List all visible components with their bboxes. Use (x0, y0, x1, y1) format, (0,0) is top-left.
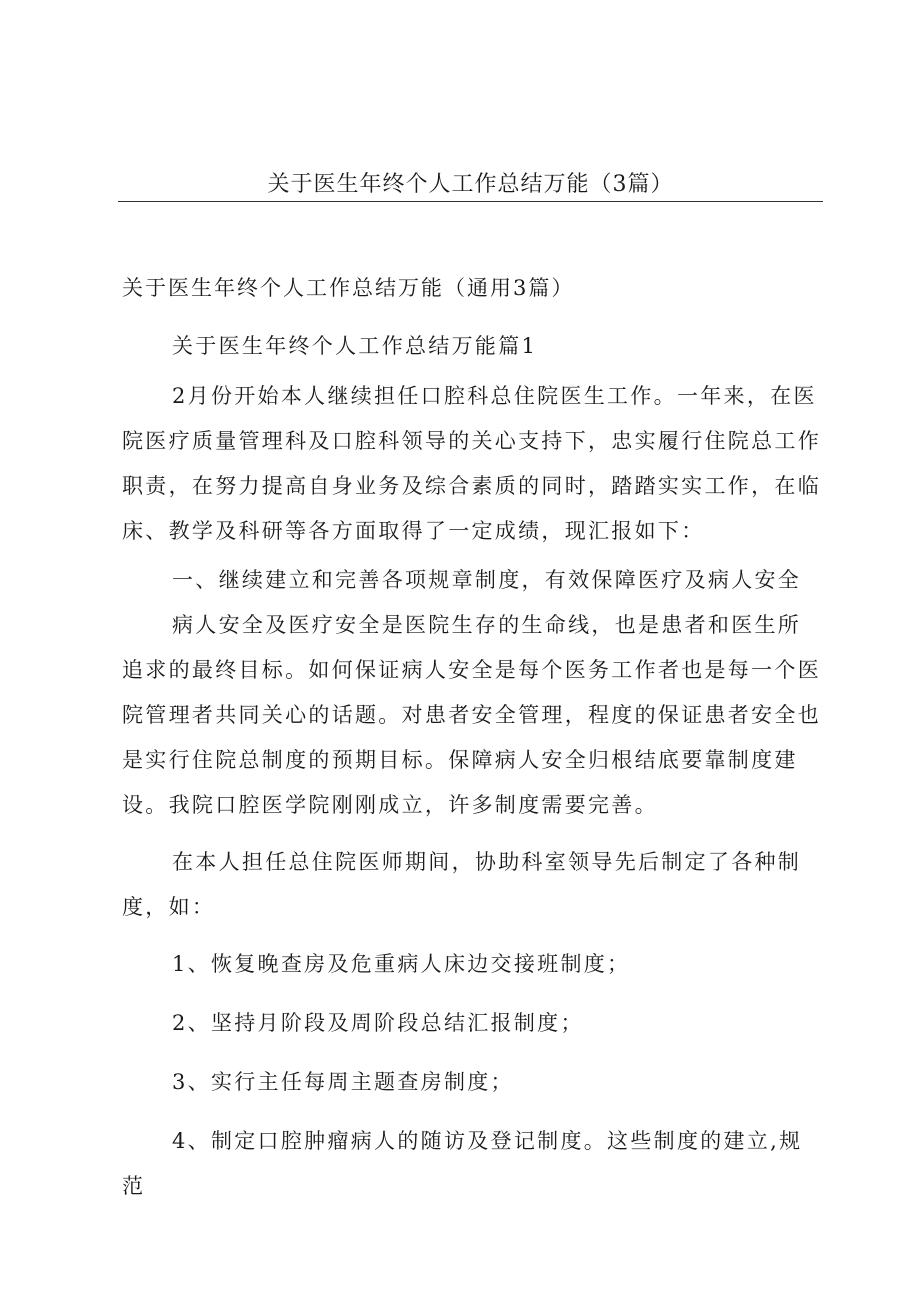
document-title: 关于医生年终个人工作总结万能（3篇） (267, 172, 674, 197)
list-item: 4、制定口腔肿瘤病人的随访及登记制度。这些制度的建立,规范 (122, 1129, 803, 1198)
document-body (122, 268, 822, 1223)
title-underline (118, 201, 823, 202)
paragraph-rules-intro: 在本人担任总住院医师期间，协助科室领导先后制定了各种制度，如： (122, 850, 802, 919)
section-heading: 关于医生年终个人工作总结万能篇1 (172, 334, 538, 358)
paragraph-point-one: 一、继续建立和完善各项规章制度，有效保障医疗及病人安全 (172, 568, 802, 592)
list-item: 3、实行主任每周主题查房制度； (172, 1070, 514, 1094)
paragraph-safety: 病人安全及医疗安全是医院生存的生命线，也是患者和医生所追求的最终目标。如何保证病人安全是每个医务工作者也是每一个医院管理者共同关心的话题。对患者安全管理，程度的保证患者安全也是实行住院总制度的预期目标。保障病人安全归根结底要靠制度建设。我院口腔医学院刚刚成立，许多制度需要完善。 (122, 613, 821, 817)
list-item: 1、恢复晚查房及危重病人床边交接班制度； (172, 952, 631, 976)
document-subtitle: 关于医生年终个人工作总结万能（通用3篇） (122, 276, 575, 300)
paragraph-intro: 2月份开始本人继续担任口腔科总住院医生工作。一年来，在医院医疗质量管理科及口腔科领导的关心支持下，忠实履行住院总工作职责，在努力提高自身业务及综合素质的同时，踏踏实实工作，在临床、教学及科研等各方面取得了一定成绩，现汇报如下： (122, 384, 821, 543)
list-item: 2、坚持月阶段及周阶段总结汇报制度； (172, 1011, 584, 1035)
